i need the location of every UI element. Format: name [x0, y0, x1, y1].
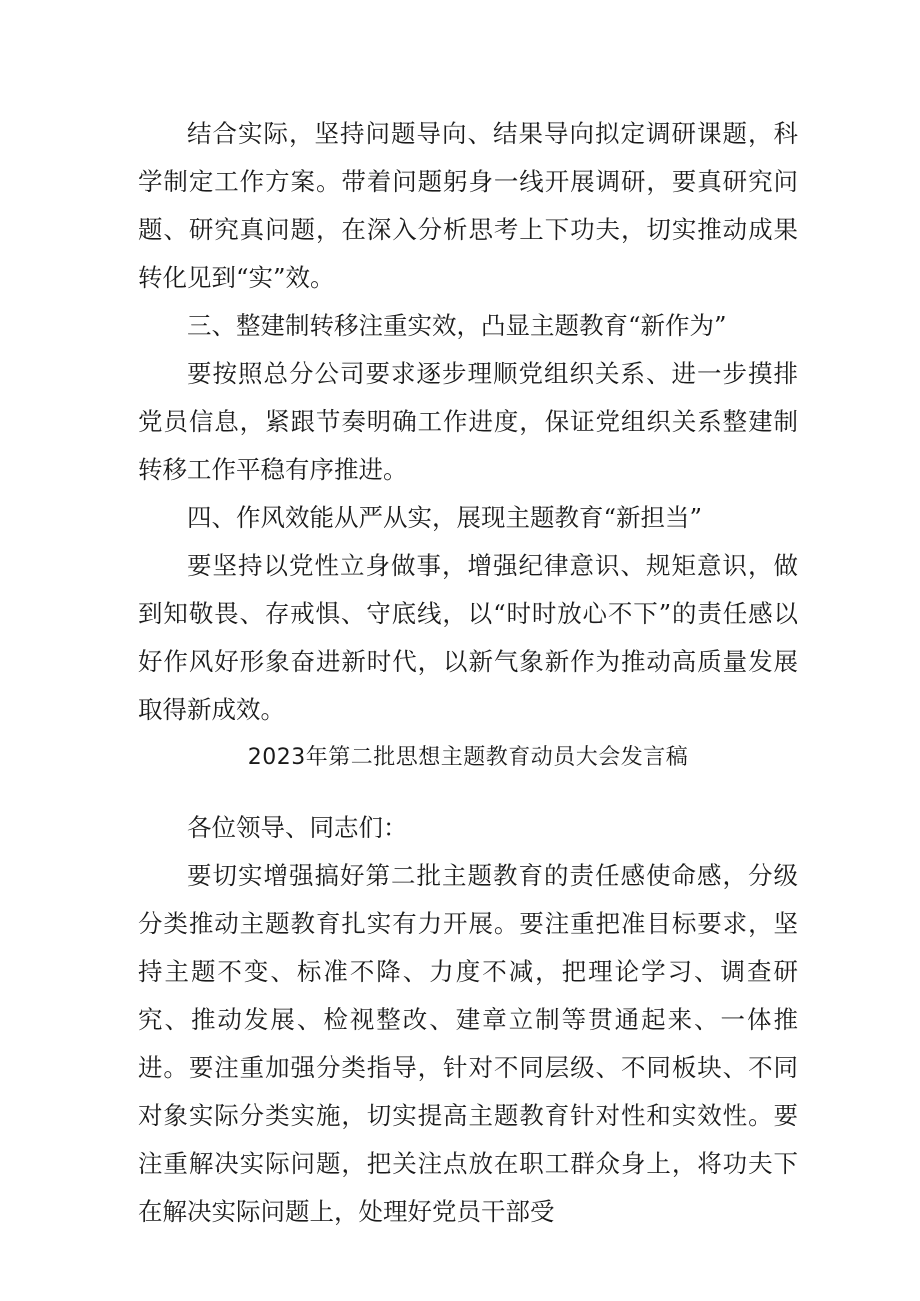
- speech-title: 2023年第二批思想主题教育动员大会发言稿: [247, 745, 689, 770]
- paragraph-work-style: 要坚持以党性立身做事，增强纪律意识、规矩意识，做到知敬畏、存戒惧、守底线，以“时时放心不下”的责任感以好作风好形象奋进新时代，以新气象新作为推动高质量发展取得新成效。: [138, 551, 798, 724]
- heading-section-four: 四、作风效能从严从实，展现主题教育“新担当”: [187, 503, 703, 532]
- paragraph-research: 结合实际，坚持问题导向、结果导向拟定调研课题，科学制定工作方案。带着问题躬身一线开展调研，要真研究问题、研究真问题，在深入分析思考上下功夫，切实推动成果转化见到“实”效。: [138, 119, 798, 292]
- paragraph-transfer: 要按照总分公司要求逐步理顺党组织关系、进一步摸排党员信息，紧跟节奏明确工作进度，保证党组织关系整建制转移工作平稳有序推进。: [138, 359, 798, 484]
- title-spacer: [138, 782, 798, 804]
- heading-section-three: 三、整建制转移注重实效，凸显主题教育“新作为”: [187, 311, 727, 340]
- paragraph-mobilization: 要切实增强搞好第二批主题教育的责任感使命感，分级分类推动主题教育扎实有力开展。要注重把准目标要求，坚持主题不变、标准不降、力度不减，把理论学习、调查研究、推动发展、检视整改、建章立制等贯通起来、一体推进。要注重加强分类指导，针对不同层级、不同板块、不同对象实际分类实施，切实提高主题教育针对性和实效性。要注重解决实际问题，把关注点放在职工群众身上，将功夫下在解决实际问题上，处理好党员干部受: [138, 861, 798, 1226]
- document-body: [138, 110, 798, 1236]
- salutation: 各位领导、同志们：: [187, 813, 408, 842]
